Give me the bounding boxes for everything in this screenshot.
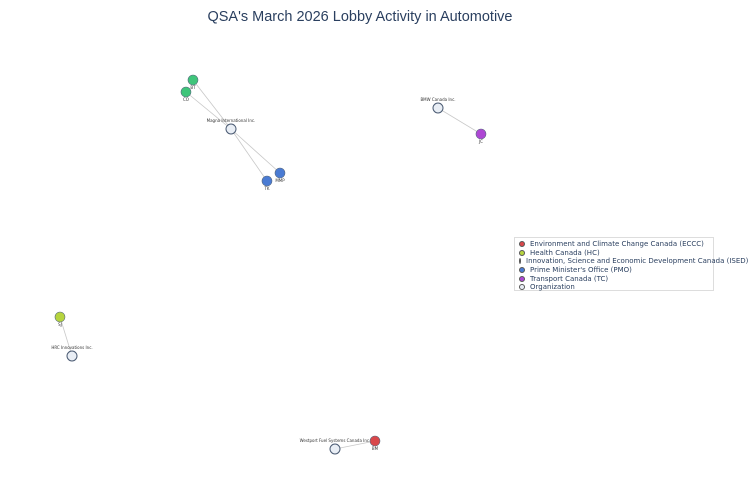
node-label-bmw: BMW Canada Inc.: [420, 97, 456, 102]
legend-marker-icon: [519, 276, 525, 282]
node-jc[interactable]: [476, 129, 486, 139]
chart-title: QSA's March 2026 Lobby Activity in Automotive: [207, 9, 513, 25]
node-westport[interactable]: [330, 444, 340, 454]
node-label-co: CO: [183, 97, 189, 102]
node-mmp[interactable]: [275, 168, 285, 178]
legend-marker-icon: [519, 258, 521, 264]
legend-label: Environment and Climate Change Canada (ECCC): [530, 240, 704, 249]
legend-item-pmo[interactable]: [519, 266, 709, 275]
node-label-westport: Westport Fuel Systems Canada Inc.: [299, 438, 371, 443]
legend-marker-icon: [519, 250, 525, 256]
legend-label: Health Canada (HC): [530, 248, 600, 257]
edge-bmw-jc: [438, 108, 481, 134]
legend-marker-icon: [519, 284, 525, 290]
node-bmw[interactable]: [433, 103, 443, 113]
node-label-mmp: MMP: [275, 178, 285, 183]
node-label-bt: BT: [190, 85, 196, 90]
edge-magna-co: [186, 92, 231, 129]
legend: [514, 237, 748, 292]
legend-item-organization[interactable]: [519, 283, 709, 292]
node-sj[interactable]: [55, 312, 65, 322]
node-magna[interactable]: [226, 124, 236, 134]
node-label-tk: TK: [264, 186, 270, 191]
node-label-magna: Magna International Inc.: [206, 118, 256, 123]
node-label-bm: BM: [371, 446, 379, 451]
node-label-sj: SJ: [58, 322, 62, 327]
edge-magna-mmp: [231, 129, 280, 173]
node-co[interactable]: [181, 87, 191, 97]
node-bm[interactable]: [370, 436, 380, 446]
node-label-hrc: HRC Innovations Inc.: [51, 345, 93, 350]
node-bt[interactable]: [188, 75, 198, 85]
legend-label: Prime Minister's Office (PMO): [530, 266, 632, 275]
legend-label: Innovation, Science and Economic Development Canada (ISED): [526, 257, 748, 266]
legend-label: Transport Canada (TC): [530, 274, 609, 283]
legend-label: Organization: [530, 283, 575, 292]
node-hrc[interactable]: [67, 351, 77, 361]
legend-marker-icon: [519, 267, 525, 273]
edge-magna-tk: [231, 129, 267, 181]
legend-item-hc[interactable]: [519, 249, 709, 258]
node-tk[interactable]: [262, 176, 272, 186]
legend-item-tc[interactable]: [519, 274, 709, 283]
legend-item-eccc[interactable]: [519, 240, 709, 249]
legend-marker-icon: [519, 241, 525, 247]
node-label-jc: JC: [479, 139, 483, 144]
legend-item-ised[interactable]: [519, 257, 748, 266]
